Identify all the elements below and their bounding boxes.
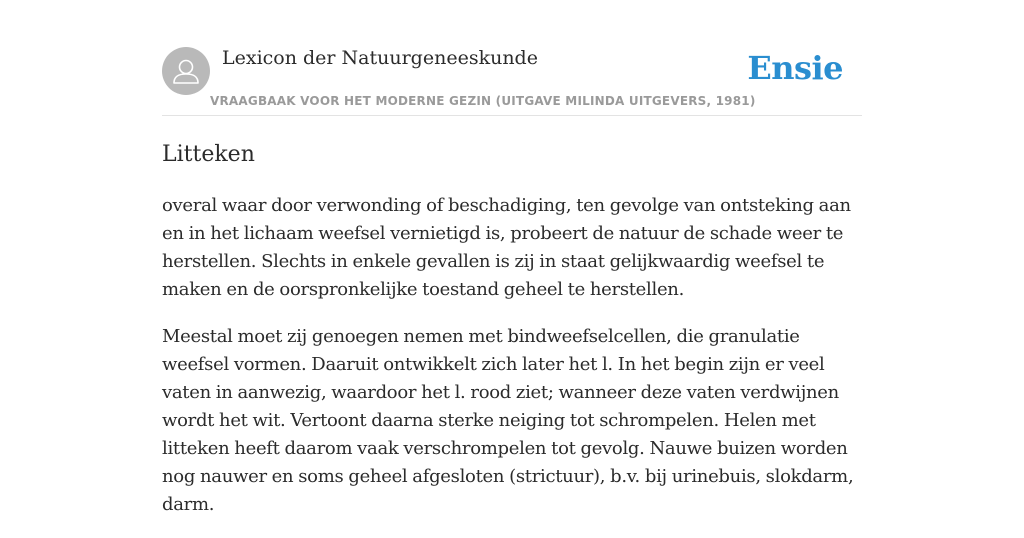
entry-paragraph: Meestal moet zij genoegen nemen met bindweefselcellen, die granulatie weefsel vormen. Daaruit ontwikkelt zich later het l. In het begin zijn er veel vaten in aanwezig, waardoor het l. rood ziet; wanneer deze vaten verdwijnen wordt het wit. Vertoont daarna sterke neiging tot schrompelen. Helen met litteken heeft daarom vaak verschrompelen tot gevolg. Nauwe buizen worden nog nauwer en soms geheel afgesloten (strictuur), b.v. bij urinebuis, slokdarm, darm.	[162, 326, 854, 515]
user-silhouette-icon	[162, 47, 210, 95]
source-subtitle: VRAAGBAAK VOOR HET MODERNE GEZIN (UITGAVE MILINDA UITGEVERS, 1981)	[210, 94, 756, 108]
entry-title: Litteken	[162, 142, 255, 167]
source-header	[162, 0, 862, 116]
entry-body	[162, 192, 862, 538]
entry-paragraph: overal waar door verwonding of beschadiging, ten gevolge van ontsteking aan en in het lichaam weefsel vernietigd is, probeert de natuur de schade weer te herstellen. Slechts in enkele gevallen is zij in staat gelijkwaardig weefsel te maken en de oorspronkelijke toestand geheel te herstellen.	[162, 195, 851, 300]
brand-logo[interactable]: Ensie	[747, 49, 843, 87]
source-avatar[interactable]	[162, 47, 210, 95]
source-title[interactable]: Lexicon der Natuurgeneeskunde	[222, 47, 538, 69]
entry-page	[162, 0, 862, 515]
